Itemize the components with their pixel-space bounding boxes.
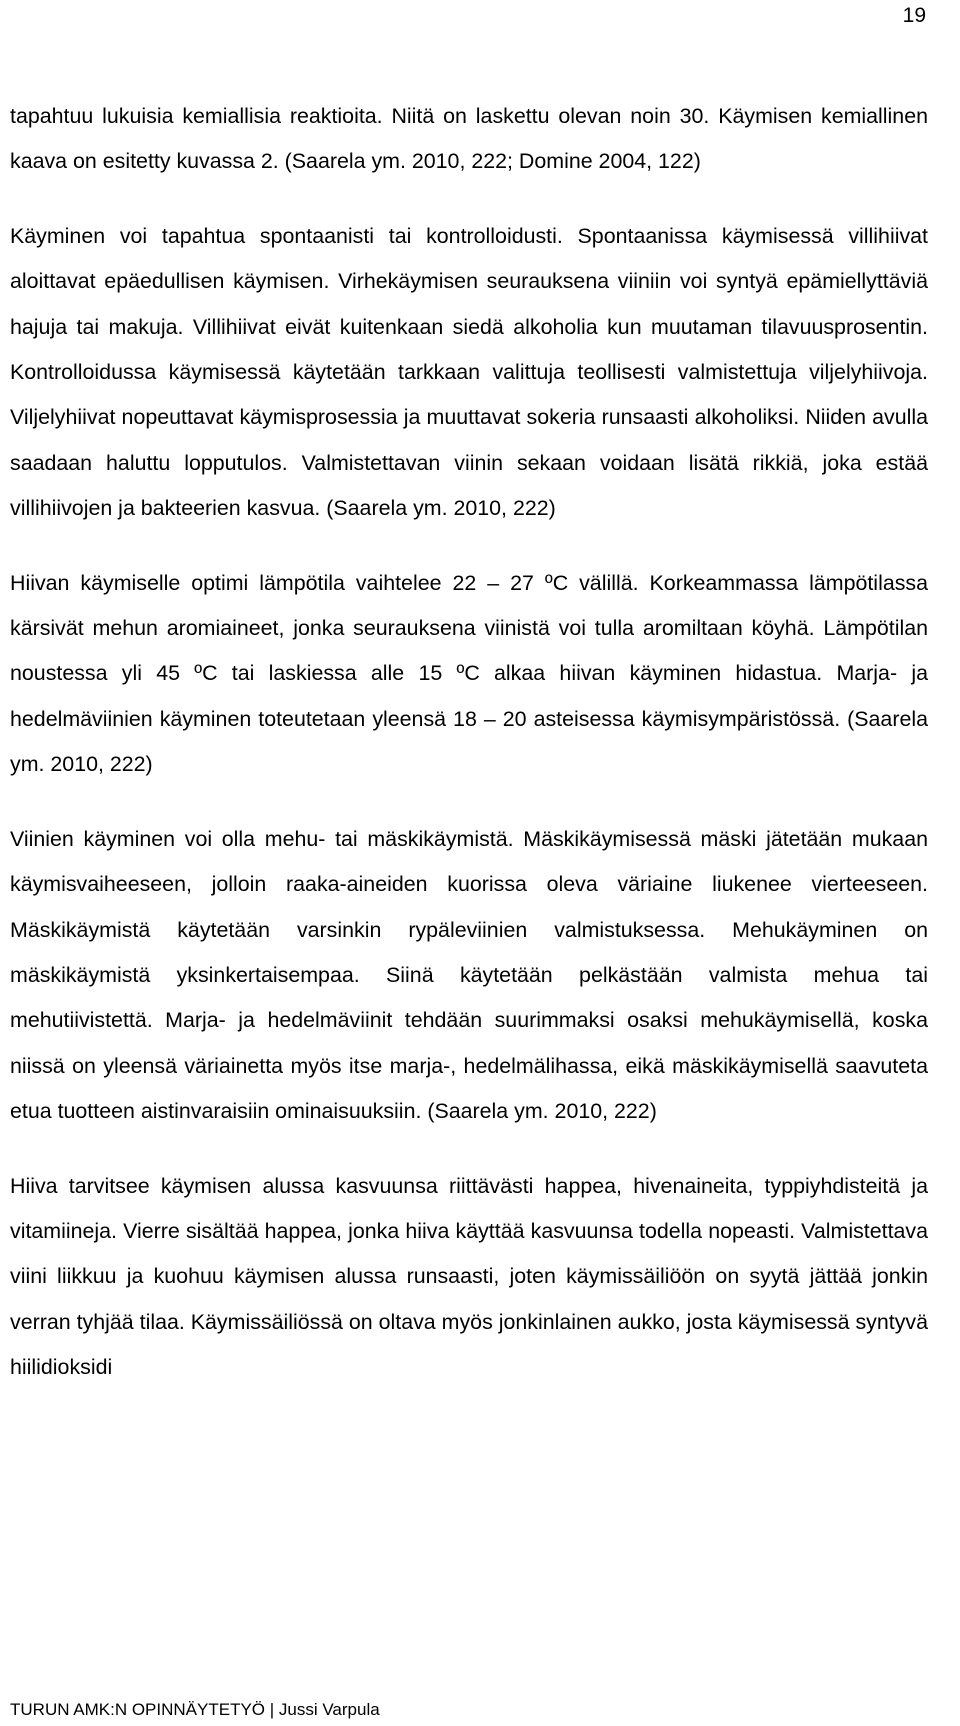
document-body [10,94,928,1420]
paragraph-spontaneous-controlled: Käyminen voi tapahtua spontaanisti tai kontrolloidusti. Spontaanissa käymisessä villihiivat aloittavat epäedullisen käymisen. Virhekäymisen seurauksena viiniin voi syntyä epämiellyttäviä hajuja tai makuja. Villihiivat eivät kuitenkaan siedä alkoholia kun muutaman tilavuusprosentin. Kontrolloidussa käymisessä käytetään tarkkaan valittuja teollisesti valmistettuja viljelyhiivoja. Viljelyhiivat nopeuttavat käymisprosessia ja muuttavat sokeria runsaasti alkoholiksi. Niiden avulla saadaan haluttu lopputulos. Valmistettavan viinin sekaan voidaan lisätä rikkiä, joka estää villihiivojen ja bakteerien kasvua. (Saarela ym. 2010, 222) [10,223,928,521]
page-number: 19 [902,4,926,27]
page-footer: TURUN AMK:N OPINNÄYTETYÖ | Jussi Varpula [10,1700,380,1719]
paragraph-fermentation-reactions: tapahtuu lukuisia kemiallisia reaktioita. Niitä on laskettu olevan noin 30. Käymisen kemiallinen kaava on esitetty kuvassa 2. (Saarela ym. 2010, 222; Domine 2004, 122) [10,104,928,174]
paragraph-temperature: Hiivan käymiselle optimi lämpötila vaihtelee 22 – 27 ºC välillä. Korkeammassa lämpötilassa kärsivät mehun aromiaineet, jonka seurauksena viinistä voi tulla aromiltaan köyhä. Lämpötilan noustessa yli 45 ºC tai laskiessa alle 15 ºC alkaa hiivan käyminen hidastua. Marja- ja hedelmäviinien käyminen toteutetaan yleensä 18 – 20 asteisessa käymisympäristössä. (Saarela ym. 2010, 222) [10,570,928,777]
paragraph-juice-mash-fermentation: Viinien käyminen voi olla mehu- tai mäskikäymistä. Mäskikäymisessä mäski jätetään mukaan käymisvaiheeseen, jolloin raaka-aineiden kuorissa oleva väriaine liukenee vierteeseen. Mäskikäymistä käytetään varsinkin rypäleviinien valmistuksessa. Mehukäyminen on mäskikäymistä yksinkertaisempaa. Siinä käytetään pelkästään valmista mehua tai mehutiivistettä. Marja- ja hedelmäviinit tehdään suurimmaksi osaksi mehukäymisellä, koska niissä on yleensä väriainetta myös itse marja-, hedelmälihassa, eikä mäskikäymisellä saavuteta etua tuotteen aistinvaraisiin ominaisuuksiin. (Saarela ym. 2010, 222) [10,826,928,1124]
paragraph-yeast-requirements: Hiiva tarvitsee käymisen alussa kasvuunsa riittävästi happea, hivenaineita, typpiyhdisteitä ja vitamiineja. Vierre sisältää happea, jonka hiiva käyttää kasvuunsa todella nopeasti. Valmistettava viini liikkuu ja kuohuu käymisen alussa runsaasti, joten käymissäiliöön on syytä jättää jonkin verran tyhjää tilaa. Käymissäiliössä on oltava myös jonkinlainen aukko, josta käymisessä syntyvä hiilidioksidi [10,1173,928,1380]
